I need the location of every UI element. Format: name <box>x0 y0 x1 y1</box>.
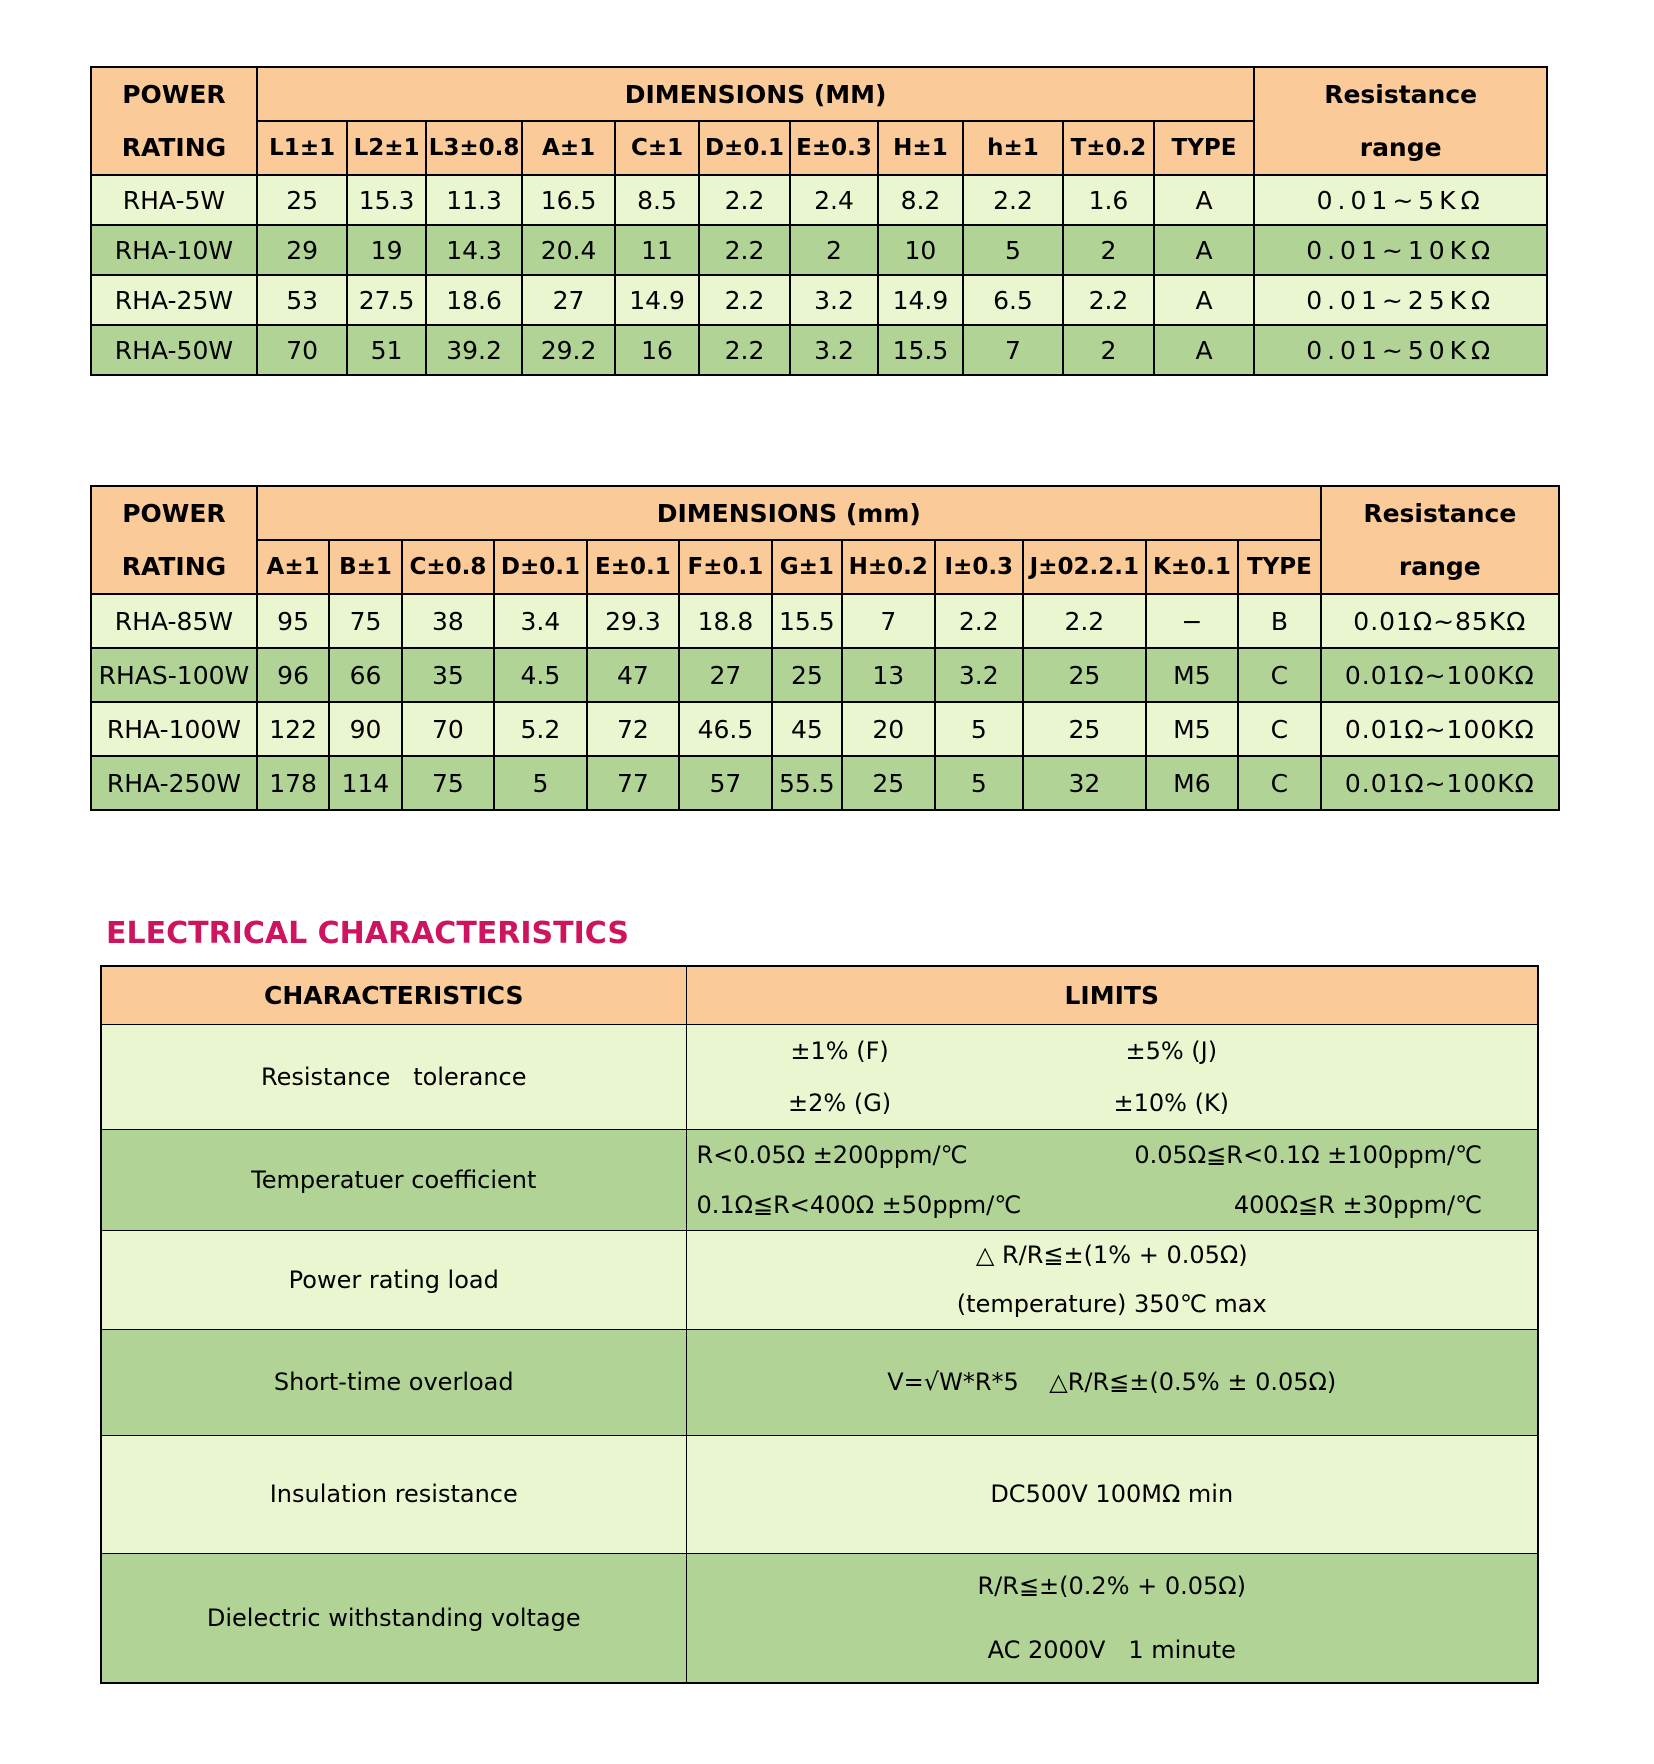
dim-col-header: A±1 <box>257 540 329 594</box>
dim-value-cell: 45 <box>772 702 842 756</box>
resistance-range-cell: 0.01Ω~100KΩ <box>1321 756 1559 810</box>
dim-value-cell: 29.3 <box>587 594 680 648</box>
dim-col-header: F±0.1 <box>679 540 772 594</box>
dim-value-cell: 3.2 <box>790 275 878 325</box>
dim-value-cell: 5 <box>494 756 587 810</box>
dim-value-cell: 11 <box>615 225 699 275</box>
dim-col-header: C±0.8 <box>402 540 495 594</box>
dim-col-header: L3±0.8 <box>426 121 523 175</box>
dimensions-header: DIMENSIONS (mm) <box>257 486 1321 540</box>
power-rating-header <box>91 486 257 594</box>
power-rating-cell: RHAS-100W <box>91 648 257 702</box>
dim-col-header: D±0.1 <box>494 540 587 594</box>
limit-value: R<0.05Ω ±200ppm/℃ <box>696 1140 968 1169</box>
dim-value-cell: 16 <box>615 325 699 375</box>
dim-value-cell: 18.8 <box>679 594 772 648</box>
characteristic-name-cell: Insulation resistance <box>101 1435 686 1553</box>
resistance-range-cell: 0.01Ω~100KΩ <box>1321 648 1559 702</box>
resistance-range-cell: 0.01~25KΩ <box>1254 275 1547 325</box>
dim-value-cell: 35 <box>402 648 495 702</box>
limit-line: △ R/R≦±(1% + 0.05Ω) <box>975 1240 1248 1269</box>
power-rating-line: POWER <box>122 499 226 528</box>
dim-value-cell: 70 <box>402 702 495 756</box>
dim-col-header: H±0.2 <box>842 540 935 594</box>
dim-value-cell: 2.2 <box>1023 594 1146 648</box>
resistance-range-line: range <box>1398 552 1481 581</box>
power-rating-cell: RHA-5W <box>91 175 257 225</box>
dim-col-header: h±1 <box>963 121 1064 175</box>
dim-col-header: C±1 <box>615 121 699 175</box>
dim-value-cell: 46.5 <box>679 702 772 756</box>
dim-value-cell: 72 <box>587 702 680 756</box>
dim-value-cell: C <box>1238 756 1320 810</box>
characteristic-name-cell: Short-time overload <box>101 1329 686 1435</box>
power-rating-cell: RHA-250W <box>91 756 257 810</box>
dim-col-header: T±0.2 <box>1063 121 1153 175</box>
limit-line <box>687 1025 1538 1077</box>
dim-value-cell: 19 <box>347 225 425 275</box>
dim-value-cell: 25 <box>1023 648 1146 702</box>
dim-value-cell: 57 <box>679 756 772 810</box>
dim-col-header: L2±1 <box>347 121 425 175</box>
dim-value-cell: 2.2 <box>699 275 789 325</box>
resistance-range-cell: 0.01~50KΩ <box>1254 325 1547 375</box>
dim-value-cell: 27 <box>522 275 615 325</box>
dim-value-cell: 25 <box>772 648 842 702</box>
characteristic-name-cell: Temperatuer coefficient <box>101 1129 686 1230</box>
characteristic-row <box>101 1230 1538 1329</box>
dim-value-cell: 29.2 <box>522 325 615 375</box>
dim-value-cell: 2 <box>1063 225 1153 275</box>
dim-value-cell: 178 <box>257 756 329 810</box>
dim-value-cell: 75 <box>402 756 495 810</box>
power-rating-cell: RHA-85W <box>91 594 257 648</box>
dimensions-header: DIMENSIONS (MM) <box>257 67 1254 121</box>
dim-value-cell: − <box>1146 594 1239 648</box>
dim-col-header: K±0.1 <box>1146 540 1239 594</box>
resistance-range-cell: 0.01Ω~100KΩ <box>1321 702 1559 756</box>
limit-line: R/R≦±(0.2% + 0.05Ω) <box>977 1571 1246 1600</box>
table-row <box>91 648 1559 702</box>
power-rating-line: RATING <box>121 552 227 581</box>
dim-value-cell: M6 <box>1146 756 1239 810</box>
table-row <box>91 225 1547 275</box>
power-rating-cell: RHA-10W <box>91 225 257 275</box>
power-rating-line: RATING <box>121 133 227 162</box>
characteristic-name-cell: Power rating load <box>101 1230 686 1329</box>
power-rating-line: POWER <box>122 80 226 109</box>
table-row <box>91 756 1559 810</box>
dim-value-cell: C <box>1238 702 1320 756</box>
table-row <box>91 275 1547 325</box>
dim-value-cell: 7 <box>963 325 1064 375</box>
dim-value-cell: 5 <box>963 225 1064 275</box>
resistance-range-cell: 0.01Ω~85KΩ <box>1321 594 1559 648</box>
dim-value-cell: A <box>1154 225 1255 275</box>
dim-value-cell: 15.3 <box>347 175 425 225</box>
table-row <box>91 175 1547 225</box>
dim-value-cell: 70 <box>257 325 347 375</box>
resistance-range-header <box>1254 67 1547 175</box>
dim-value-cell: A <box>1154 175 1255 225</box>
dim-value-cell: 25 <box>257 175 347 225</box>
dim-value-cell: 114 <box>329 756 401 810</box>
dim-value-cell: 10 <box>878 225 962 275</box>
power-rating-cell: RHA-100W <box>91 702 257 756</box>
characteristic-row <box>101 1435 1538 1553</box>
resistance-range-line: Resistance <box>1363 499 1517 528</box>
dim-value-cell: 25 <box>1023 702 1146 756</box>
resistance-range-cell: 0.01~10KΩ <box>1254 225 1547 275</box>
dim-value-cell: 96 <box>257 648 329 702</box>
electrical-characteristics-heading: ELECTRICAL CHARACTERISTICS <box>106 916 629 951</box>
limit-line: (temperature) 350℃ max <box>956 1289 1267 1318</box>
table-row <box>91 594 1559 648</box>
dim-value-cell: 75 <box>329 594 401 648</box>
dim-value-cell: 2.2 <box>935 594 1023 648</box>
dim-col-header: TYPE <box>1238 540 1320 594</box>
dim-value-cell: 122 <box>257 702 329 756</box>
dim-value-cell: 3.2 <box>935 648 1023 702</box>
characteristic-row <box>101 1553 1538 1683</box>
dim-value-cell: 2 <box>1063 325 1153 375</box>
limit-value: 0.1Ω≦R<400Ω ±50ppm/℃ <box>696 1190 1022 1219</box>
dimensions-table-mm-upper <box>90 66 1548 376</box>
dim-value-cell: 95 <box>257 594 329 648</box>
dim-col-header: H±1 <box>878 121 962 175</box>
dim-col-header: L1±1 <box>257 121 347 175</box>
dim-value-cell: 47 <box>587 648 680 702</box>
dim-value-cell: 13 <box>842 648 935 702</box>
dim-col-header: J±02.2.1 <box>1023 540 1146 594</box>
dim-value-cell: 5 <box>935 702 1023 756</box>
table-row <box>91 325 1547 375</box>
dim-value-cell: 5.2 <box>494 702 587 756</box>
dim-col-header: TYPE <box>1154 121 1255 175</box>
dim-value-cell: 32 <box>1023 756 1146 810</box>
dim-value-cell: 18.6 <box>426 275 523 325</box>
dim-value-cell: 51 <box>347 325 425 375</box>
dim-value-cell: 2.2 <box>963 175 1064 225</box>
dim-value-cell: 8.2 <box>878 175 962 225</box>
characteristic-row <box>101 1129 1538 1230</box>
dim-value-cell: 2 <box>790 225 878 275</box>
dim-value-cell: 2.2 <box>699 225 789 275</box>
limit-value: ±5% (J) <box>1125 1036 1218 1065</box>
dim-value-cell: A <box>1154 275 1255 325</box>
dim-value-cell: 2.2 <box>699 175 789 225</box>
dim-value-cell: 15.5 <box>772 594 842 648</box>
dim-value-cell: 5 <box>935 756 1023 810</box>
dim-col-header: B±1 <box>329 540 401 594</box>
dim-col-header: I±0.3 <box>935 540 1023 594</box>
dim-value-cell: 14.9 <box>615 275 699 325</box>
dim-value-cell: C <box>1238 648 1320 702</box>
dim-value-cell: M5 <box>1146 702 1239 756</box>
limits-cell <box>686 1230 1538 1329</box>
limit-line <box>687 1130 1538 1180</box>
dim-value-cell: 2.2 <box>699 325 789 375</box>
dim-value-cell: 11.3 <box>426 175 523 225</box>
dim-value-cell: 16.5 <box>522 175 615 225</box>
dim-value-cell: 53 <box>257 275 347 325</box>
limit-value: 0.05Ω≦R<0.1Ω ±100ppm/℃ <box>1134 1140 1482 1169</box>
dim-col-header: G±1 <box>772 540 842 594</box>
limits-cell <box>686 1024 1538 1129</box>
resistance-range-line: Resistance <box>1324 80 1478 109</box>
dim-value-cell: A <box>1154 325 1255 375</box>
dim-value-cell: 15.5 <box>878 325 962 375</box>
limits-cell <box>686 1329 1538 1435</box>
limit-line <box>687 1077 1538 1129</box>
limit-value: ±2% (G) <box>788 1088 892 1117</box>
dim-value-cell: 6.5 <box>963 275 1064 325</box>
characteristic-name-cell: Resistance tolerance <box>101 1024 686 1129</box>
limit-value: ±10% (K) <box>1113 1088 1230 1117</box>
dim-value-cell: 66 <box>329 648 401 702</box>
electrical-characteristics-table <box>100 965 1539 1684</box>
dim-value-cell: 38 <box>402 594 495 648</box>
characteristics-col-header: CHARACTERISTICS <box>101 966 686 1024</box>
power-rating-header <box>91 67 257 175</box>
dim-value-cell: 39.2 <box>426 325 523 375</box>
limits-cell <box>686 1435 1538 1553</box>
dim-value-cell: 3.2 <box>790 325 878 375</box>
dim-value-cell: 29 <box>257 225 347 275</box>
limit-value: ±1% (F) <box>790 1036 889 1065</box>
power-rating-cell: RHA-50W <box>91 325 257 375</box>
dim-value-cell: 3.4 <box>494 594 587 648</box>
dim-value-cell: M5 <box>1146 648 1239 702</box>
dim-value-cell: B <box>1238 594 1320 648</box>
dim-value-cell: 27.5 <box>347 275 425 325</box>
limits-cell <box>686 1129 1538 1230</box>
dim-value-cell: 27 <box>679 648 772 702</box>
dim-value-cell: 2.4 <box>790 175 878 225</box>
limit-line: DC500V 100MΩ min <box>990 1479 1234 1508</box>
limits-cell <box>686 1553 1538 1683</box>
resistance-range-line: range <box>1359 133 1442 162</box>
limit-line: AC 2000V 1 minute <box>987 1635 1236 1664</box>
characteristic-row <box>101 1024 1538 1129</box>
limit-line <box>687 1180 1538 1230</box>
dim-value-cell: 20.4 <box>522 225 615 275</box>
dimensions-table-mm-lower <box>90 485 1560 811</box>
dim-col-header: D±0.1 <box>699 121 789 175</box>
dim-value-cell: 2.2 <box>1063 275 1153 325</box>
limits-col-header: LIMITS <box>686 966 1538 1024</box>
characteristic-row <box>101 1329 1538 1435</box>
dim-col-header: E±0.3 <box>790 121 878 175</box>
power-rating-cell: RHA-25W <box>91 275 257 325</box>
resistance-range-header <box>1321 486 1559 594</box>
dim-value-cell: 14.3 <box>426 225 523 275</box>
characteristic-name-cell: Dielectric withstanding voltage <box>101 1553 686 1683</box>
dim-value-cell: 55.5 <box>772 756 842 810</box>
dim-value-cell: 8.5 <box>615 175 699 225</box>
dim-value-cell: 77 <box>587 756 680 810</box>
dim-value-cell: 1.6 <box>1063 175 1153 225</box>
table-row <box>91 702 1559 756</box>
dim-value-cell: 20 <box>842 702 935 756</box>
resistance-range-cell: 0.01~5KΩ <box>1254 175 1547 225</box>
dim-col-header: A±1 <box>522 121 615 175</box>
dim-value-cell: 14.9 <box>878 275 962 325</box>
dim-value-cell: 4.5 <box>494 648 587 702</box>
dim-col-header: E±0.1 <box>587 540 680 594</box>
dim-value-cell: 25 <box>842 756 935 810</box>
limit-line: V=√W*R*5 △R/R≦±(0.5% ± 0.05Ω) <box>887 1367 1337 1396</box>
dim-value-cell: 90 <box>329 702 401 756</box>
dim-value-cell: 7 <box>842 594 935 648</box>
limit-value: 400Ω≦R ±30ppm/℃ <box>1233 1190 1482 1219</box>
